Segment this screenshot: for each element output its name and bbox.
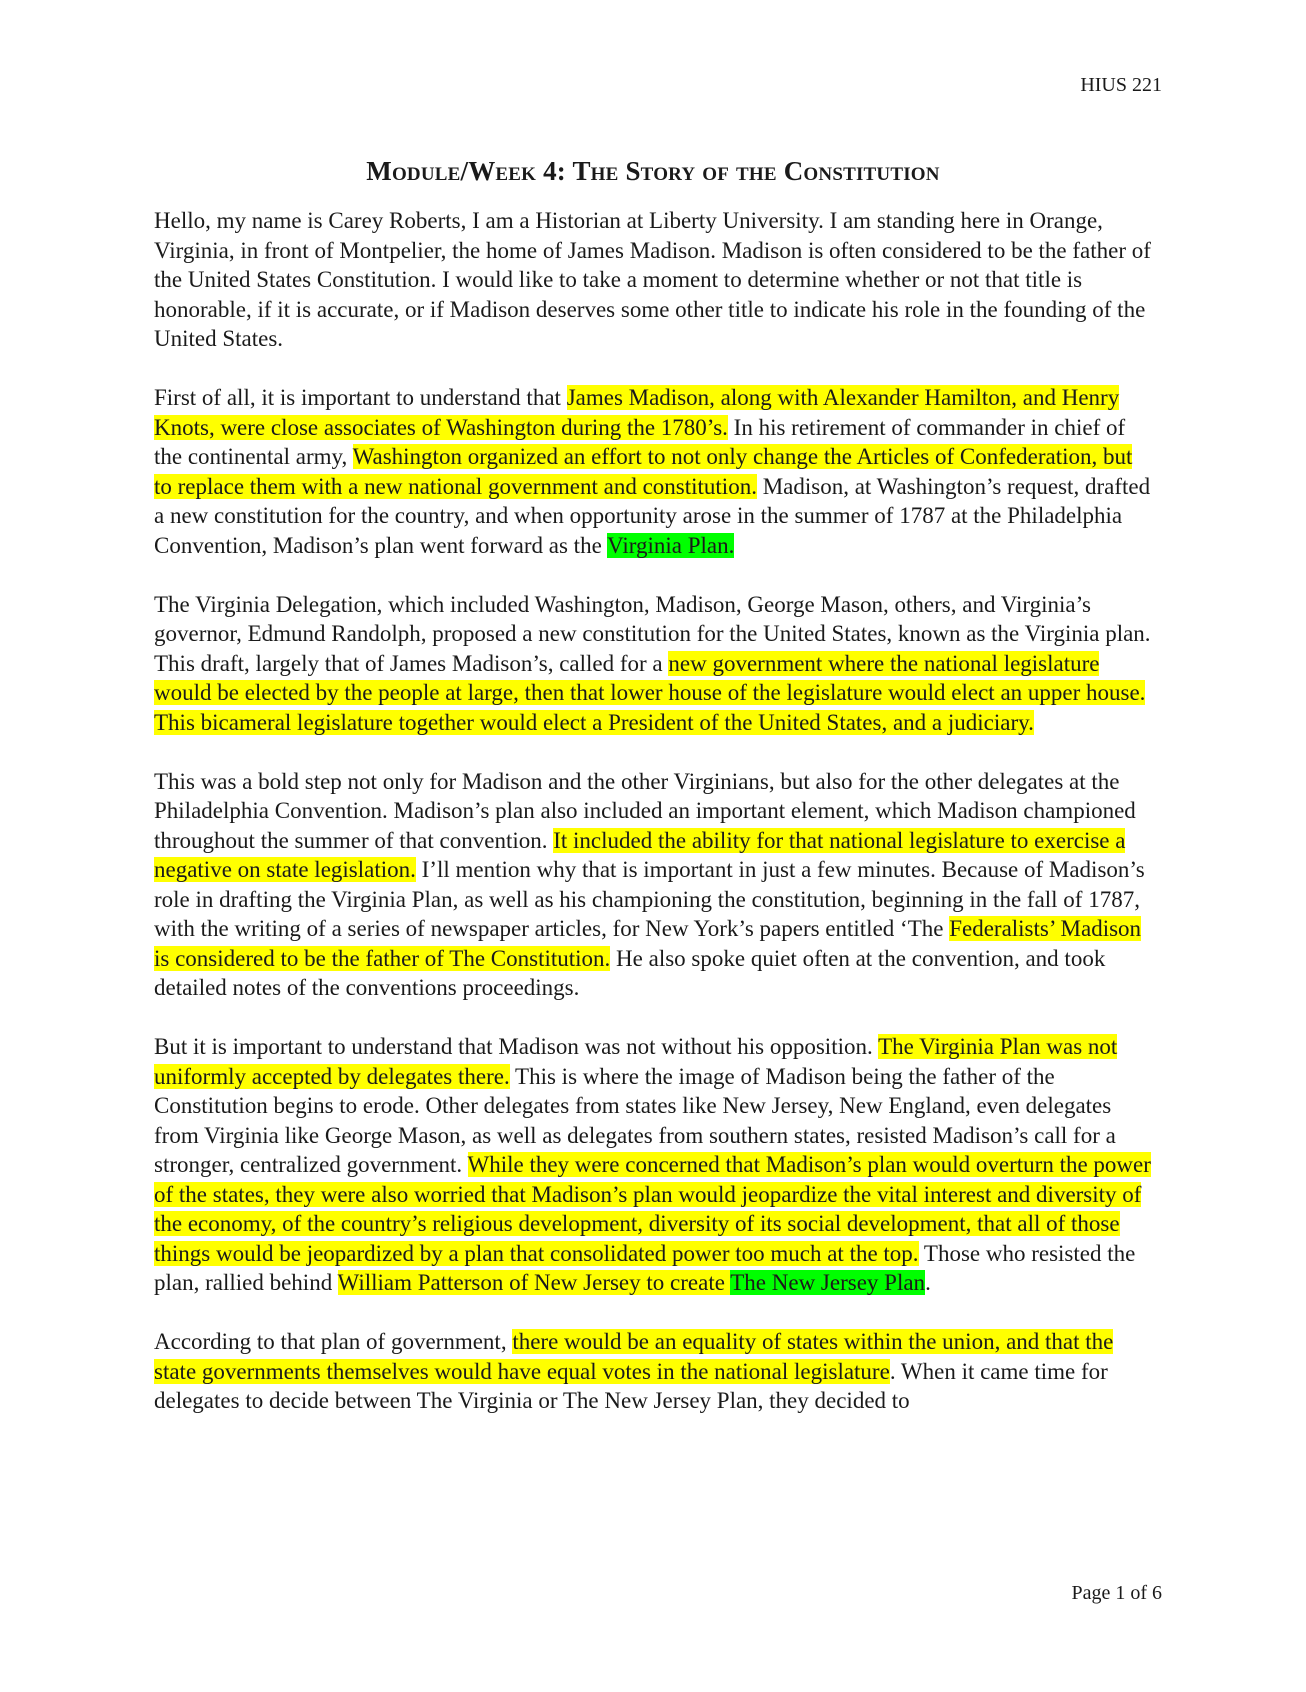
text-run: According to that plan of government, — [154, 1329, 513, 1354]
body-text — [154, 206, 1154, 1445]
paragraph — [154, 383, 1154, 560]
green-highlighted-text: The New Jersey Plan — [730, 1270, 926, 1295]
text-run: Hello, my name is Carey Roberts, I am a Historian at Liberty University. I am standing here in Orange, Virginia, in front of Montpelier, the home of James Madison. Madison is often considered to be the father of the United States Constitution. I would like to take a moment to determine whether or not that title is honorable, if it is accurate, or if Madison deserves some other title to indicate his role in the founding of the United States. — [154, 208, 1151, 351]
paragraph — [154, 590, 1154, 738]
yellow-highlighted-text: While they were concerned that Madison’s plan would overturn the power of the states, they were also worried that Madison’s plan would jeopardize the vital interest and diversity of the economy, of the country’s religious development, diversity of its social development, that all of those things would be jeopardized by a plan that consolidated power too much at the top. — [154, 1152, 1151, 1266]
paragraph — [154, 206, 1154, 354]
text-run: Those who resisted the plan, rallied behind — [154, 1240, 1136, 1295]
text-run: . — [925, 1270, 931, 1295]
text-run: Madison, at Washington’s request, drafted a new constitution for the country, and when opportunity arose in the summer of 1787 at the Philadelphia Convention, Madison’s plan went forward as the — [154, 473, 1151, 558]
text-run: First of all, it is important to understand that — [154, 385, 567, 410]
text-run: But it is important to understand that Madison was not without his opposition. — [154, 1034, 879, 1059]
document-title: Module/Week 4: The Story of the Constitution — [366, 156, 940, 186]
course-code: HIUS 221 — [1080, 74, 1162, 96]
yellow-highlighted-text: William Patterson of New Jersey to create — [337, 1270, 731, 1295]
text-run: This was a bold step not only for Madison and the other Virginians, but also for the other delegates at the Philadelphia Convention. Madison’s plan also included an important element, which Madison championed throughout the summer of that convention. — [154, 768, 1136, 853]
paragraph — [154, 767, 1154, 1003]
paragraph — [154, 1327, 1154, 1416]
yellow-highlighted-text: new government where the national legislature would be elected by the people at large, then that lower house of the legislature would elect an upper house. This bicameral legislature together would elect a President of the United States, and a judiciary. — [154, 650, 1146, 735]
text-run: In his retirement of commander in chief of the continental army, — [154, 414, 1126, 469]
text-run: I’ll mention why that is important in just a few minutes. Because of Madison’s role in drafting the Virginia Plan, as well as his championing the constitution, beginning in the fall of 1787, with the writing of a series of newspaper articles, for New York’s papers entitled ‘The — [154, 857, 1145, 941]
text-run: This is where the image of Madison being the father of the Constitution begins to erode. Other delegates from states like New Jersey, New England, even delegates from Virginia like George Mason, as well as delegates from southern states, resisted Madison’s call for a stronger, centralized government. — [154, 1063, 1116, 1177]
yellow-highlighted-text: Washington organized an effort to not only change the Articles of Confederation, but to replace them with a new national government and constitution. — [154, 444, 1133, 499]
yellow-highlighted-text: Federalists’ Madison is considered to be the father of The Constitution. — [154, 916, 1142, 971]
green-highlighted-text: Virginia Plan. — [607, 532, 735, 558]
yellow-highlighted-text: It included the ability for that national legislature to exercise a negative on state legislation. — [154, 827, 1126, 882]
yellow-highlighted-text: The Virginia Plan was not uniformly accepted by delegates there. — [154, 1034, 1118, 1089]
yellow-highlighted-text: there would be an equality of states within the union, and that the state governments themselves would have equal votes in the national legislature — [154, 1329, 1114, 1384]
text-run: The Virginia Delegation, which included Washington, Madison, George Mason, others, and Virginia’s governor, Edmund Randolph, proposed a new constitution for the United States, known as the Virginia plan. This draft, largely that of James Madison’s, called for a — [154, 591, 1151, 676]
page-number: Page 1 of 6 — [1071, 1582, 1162, 1604]
text-run: . When it came time for delegates to decide between The Virginia or The New Jersey Plan, they decided to — [154, 1358, 1108, 1413]
text-run: He also spoke quiet often at the convention, and took detailed notes of the conventions proceedings. — [154, 945, 1106, 1000]
paragraph — [154, 1032, 1154, 1298]
yellow-highlighted-text: James Madison, along with Alexander Hamilton, and Henry Knots, were close associates of Washington during the 1780’s. — [154, 385, 1120, 440]
